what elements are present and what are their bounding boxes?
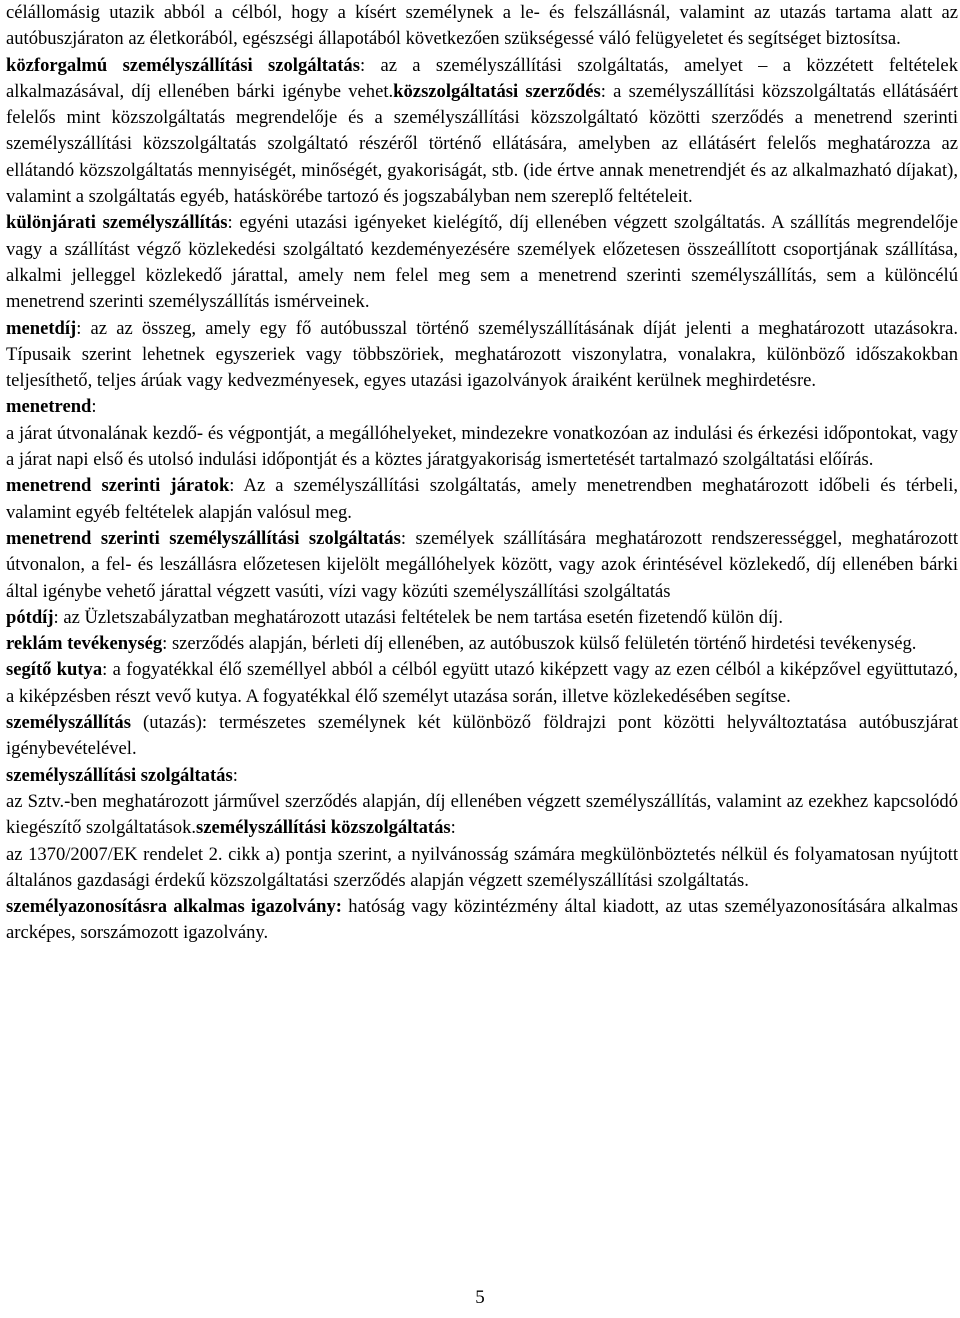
definition-igazolvany [6, 894, 958, 947]
definition-text: : [232, 764, 238, 786]
term-kozszolgaltatasi-szerzodes: közszolgáltatási szerződés [393, 80, 601, 102]
page-number: 5 [475, 1287, 485, 1308]
term-kozforgalmu: közforgalmú személyszállítási szolgáltatás [6, 54, 360, 76]
document-page [6, 0, 958, 947]
definition-menetrend-jaratok [6, 473, 958, 526]
definition-text: az Sztv.-ben meghatározott járművel szerződés alapján, díj ellenében végzett személyszállítás, valamint az ezekhez kapcsolódó kiegészítő szolgáltatások. [6, 790, 958, 839]
definition-text: : az az összeg, amely egy fő autóbusszal történő személyszállításának díját jelenti a meghatározott utazásokra. Típusaik szerint lehetnek egyszeriek vagy többszöriek, meghatározott viszonylatra, vonalakra, különböző időszakokban teljesíthető, teljes árúak vagy kedvezményesek, egyes utazási igazolványok áraiként kerülnek meghirdetésre. [6, 317, 958, 392]
definition-kozforgalmu [6, 53, 958, 211]
intro-paragraph: célállomásig utazik abból a célból, hogy a kísért személynek a le- és felszállásnál, valamint az utazás tartama alatt az autóbuszjáraton az életkorából, egészségi állapotából következően szükségessé váló felügyeletet és segítséget biztosítsa. [6, 2, 958, 50]
definition-szemelyszallitasi-szolgaltatas [6, 763, 958, 789]
definition-text: : szerződés alapján, bérleti díj ellenében, az autóbuszok külső felületén történő hirdetési tevékenység. [162, 633, 917, 655]
definition-menetdij [6, 316, 958, 395]
definition-segito-kutya [6, 657, 958, 710]
term-igazolvany: személyazonosításra alkalmas igazolvány: [6, 896, 342, 918]
definition-text: : [91, 396, 97, 418]
definition-kulonjarati [6, 210, 958, 315]
definition-reklam [6, 631, 958, 657]
definition-text: : az Üzletszabályzatban meghatározott utazási feltételek be nem tartása esetén fizetendő külön díj. [53, 606, 783, 628]
definition-menetrend-body: a járat útvonalának kezdő- és végpontját, a megállóhelyeket, mindezekre vonatkozóan az indulási és érkezési időpontokat, vagy a járat napi első és utolsó indulási időpontját és a köztes járatgyakoriság ismertetését tartalmazó szolgáltatási előírás. [6, 422, 958, 471]
definition-text: : egyéni utazási igényeket kielégítő, díj ellenében végzett szolgáltatás. A szállítás megrendelője vagy a szállítást végző közlekedési szolgáltató kezdeményezésére személyek előzetesen összeállított csoportjának szállítása, alkalmi jelleggel közlekedő járattal, amely nem felel meg sem a menetrend szerinti személyszállítás, sem a különcélú menetrend szerinti személyszállítás ismérveinek. [6, 212, 958, 313]
definition-text: : a személyszállítási közszolgáltatás ellátásáért felelős mint közszolgáltatás megrendelője és a személyszállítási közszolgáltató közötti szerződés a menetrend szerinti személyszállítási közszolgáltatás szolgáltató részéről történő ellátására, amelyben az ellátásért felelős meghatározza az ellátandó közszolgáltatás mennyiségét, minőségét, gyakoriságát, stb. (ide értve annak menetrendjét és az alkalmazható díjakat), valamint a szolgáltatás egyéb, hatáskörébe tartozó és jogszabályban nem szereplő feltételeit. [6, 80, 959, 208]
term-menetdij: menetdíj [6, 317, 77, 339]
definition-potdij [6, 605, 958, 631]
term-menetrend-szolgaltatas: menetrend szerinti személyszállítási szolgáltatás [6, 527, 401, 549]
term-szemelyszallitasi-szolgaltatas: személyszállítási szolgáltatás [6, 764, 233, 786]
definition-szemelyszallitas [6, 710, 958, 763]
definition-text: : személyek szállítására meghatározott rendszerességgel, meghatározott útvonalon, a fel- és leszállásra előzetesen kijelölt megállóhelyek között, vagy azok érintésével közlekedő, díj ellenében bárki által igénybe vehető járattal végzett vasúti, vízi vagy közúti személyszállítási szolgáltatás [6, 527, 958, 602]
term-menetrend: menetrend [6, 396, 92, 418]
term-szemelyszallitas: személyszállítás [6, 712, 131, 734]
term-potdij: pótdíj [6, 606, 54, 628]
definition-text: : az a személyszállítási szolgáltatás, amelyet – a közzétett feltételek alkalmazásával, díj ellenében bárki igénybe vehet. [6, 54, 958, 102]
definition-text: : [450, 817, 456, 839]
term-szemelyszallitasi-kozszolgaltatas: személyszállítási közszolgáltatás [196, 817, 451, 839]
term-kulonjarati: különjárati személyszállítás [6, 212, 228, 234]
term-reklam: reklám tevékenység [6, 633, 163, 655]
definition-text: hatóság vagy közintézmény által kiadott, az utas személyazonosítására alkalmas arcképes, sorszámozott igazolvány. [6, 896, 958, 944]
term-segito-kutya: segítő kutya [6, 659, 103, 681]
definition-menetrend-szolgaltatas [6, 526, 958, 605]
definition-text: : a fogyatékkal élő személlyel abból a célból együtt utazó kiképzett vagy az ezen célból a kiképzővel együttutazó, a kiképzésben részt vevő kutya. A fogyatékkal élő személyt utazása során, illetve közlekedésében segítse. [6, 659, 958, 707]
definition-menetrend [6, 394, 958, 420]
definition-kozszolgaltatas-body: az 1370/2007/EK rendelet 2. cikk a) pontja szerint, a nyilvánosság számára megkülönböztetés nélkül és folyamatosan nyújtott általános gazdasági érdekű közszolgáltatási szerződés alapján végzett személyszállítási szolgáltatás. [6, 843, 958, 891]
definition-text: (utazás): természetes személynek két különböző földrajzi pont közötti helyváltoztatása autóbuszjárat igénybevételével. [6, 712, 958, 760]
term-menetrend-jaratok: menetrend szerinti járatok [6, 475, 230, 497]
definition-szemelyszallitasi-szolgaltatas-body [6, 789, 958, 842]
definition-text: : Az a személyszállítási szolgáltatás, amely menetrendben meghatározott időbeli és térbeli, valamint egyéb feltételek alapján valósul meg. [6, 475, 959, 523]
